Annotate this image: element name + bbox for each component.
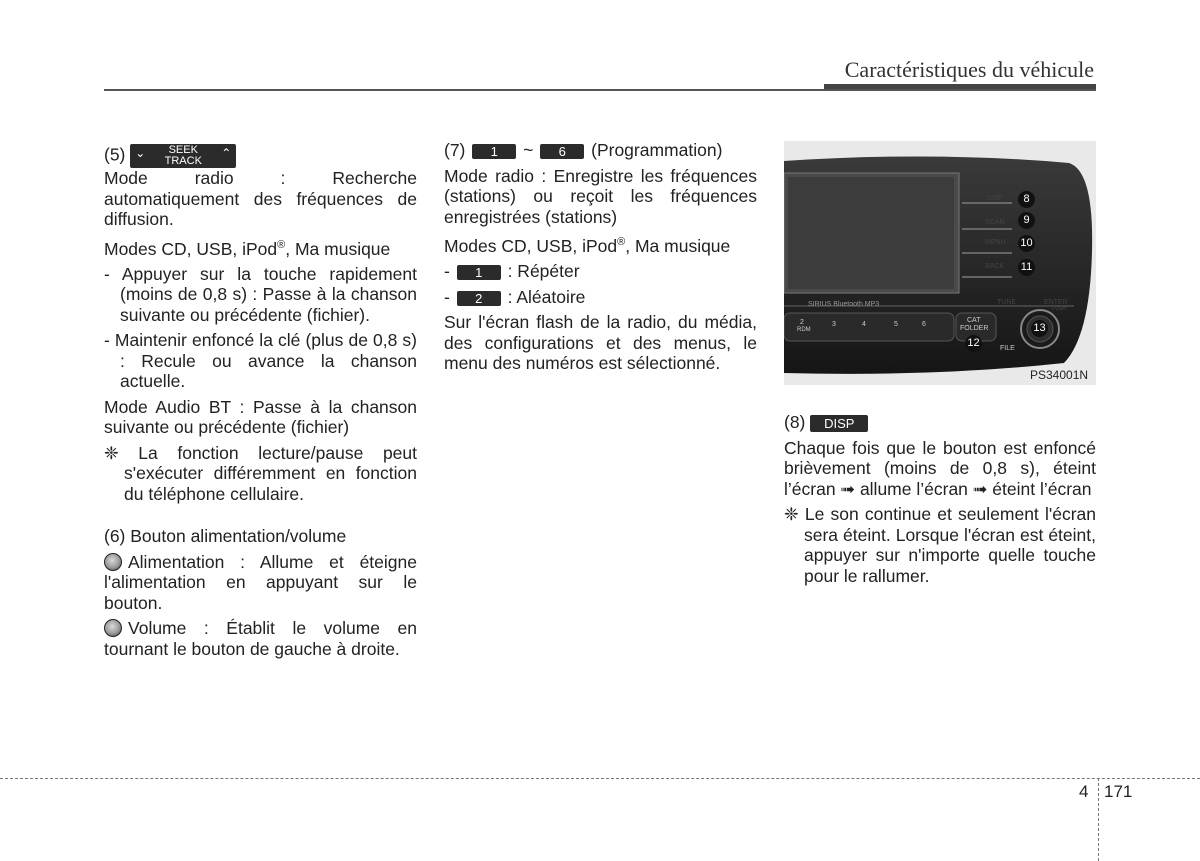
preset-5: 5 bbox=[894, 321, 898, 328]
random-line: - 2 : Aléatoire bbox=[444, 286, 586, 307]
callout-12: 12 bbox=[965, 335, 982, 352]
column-right bbox=[784, 412, 1096, 586]
menu-number-text: Sur l'écran flash de la radio, du média, des configurations et des menus, le menu des numéros est sélectionné. bbox=[444, 312, 757, 374]
radio-mode-text: Mode radio : Recherche automatiquement des fréquences de diffusion. bbox=[104, 168, 417, 229]
callout-13: 13 bbox=[1031, 320, 1048, 337]
track-label: TRACK bbox=[164, 155, 202, 167]
tune-label: TUNE bbox=[997, 299, 1017, 306]
callout-11: 11 bbox=[1018, 259, 1035, 276]
repeat-line: - 1 : Répéter bbox=[444, 261, 580, 282]
chevron-up-icon: ⌃ bbox=[221, 146, 232, 160]
enter-label: ENTER bbox=[1044, 299, 1068, 306]
bullet-long-press: - Maintenir enfoncé la clé (plus de 0,8 s) : Recule ou avance la chanson actuelle. bbox=[104, 330, 417, 392]
media-modes-text: Modes CD, USB, iPod®, Ma musique bbox=[104, 238, 391, 259]
chapter-number: 4 bbox=[1079, 782, 1089, 801]
preset-2: 2 bbox=[800, 319, 804, 326]
preset-radio-text: Mode radio : Enregistre les fréquences (stations) ou reçoit les fréquences enregistrées (stations) bbox=[444, 165, 757, 227]
volume-text: Volume : Établit le volume en tournant le bouton de gauche à droite. bbox=[104, 618, 417, 659]
scan-button: SCAN bbox=[985, 219, 1005, 226]
file-label: FILE bbox=[1000, 345, 1015, 352]
knob-icon bbox=[104, 553, 122, 571]
column-middle bbox=[444, 140, 757, 374]
back-button: BACK bbox=[985, 263, 1005, 270]
radio-unit-figure bbox=[784, 141, 1096, 385]
footer-rule bbox=[0, 778, 1200, 779]
item5-label: (5) bbox=[104, 144, 126, 165]
footer-divider bbox=[1098, 778, 1099, 861]
cat-label: CAT bbox=[967, 317, 981, 324]
preset-key-6: 6 bbox=[540, 144, 584, 159]
chevron-down-icon: ⌄ bbox=[135, 146, 146, 160]
repeat-key: 1 bbox=[457, 265, 501, 280]
radio-illustration bbox=[784, 141, 1096, 385]
brand-row: SIRIUS Bluetooth MP3 bbox=[808, 301, 880, 308]
preset-3: 3 bbox=[832, 321, 836, 328]
preset-key-1: 1 bbox=[472, 144, 516, 159]
disp-key: DISP bbox=[810, 415, 868, 432]
item6-heading: (6) Bouton alimentation/volume bbox=[104, 526, 347, 547]
page-header-title: Caractéristiques du véhicule bbox=[844, 57, 1094, 82]
folder-label: FOLDER bbox=[960, 325, 989, 332]
bt-audio-text: Mode Audio BT : Passe à la chanson suivante ou précédente (fichier) bbox=[104, 396, 417, 438]
note-playback: ❈ La fonction lecture/pause peut s'exécuter différemment en fonction du téléphone cellulaire. bbox=[104, 442, 417, 504]
header-rule bbox=[104, 89, 1096, 91]
preset-rdm: RDM bbox=[797, 327, 811, 333]
callout-10: 10 bbox=[1018, 235, 1035, 252]
menu-button: MENU bbox=[985, 239, 1006, 246]
column-left bbox=[104, 144, 417, 659]
item5-heading bbox=[104, 144, 417, 168]
preset-6: 6 bbox=[922, 321, 926, 328]
item8-heading: (8) DISP bbox=[784, 412, 1096, 433]
note-screen-off: ❈ Le son continue et seulement l'écran sera éteint. Lorsque l'écran est éteint, appuyer sur n'importe quelle touche pour le rallumer. bbox=[784, 504, 1096, 586]
figure-caption: PS34001N bbox=[1030, 368, 1089, 382]
disp-description: Chaque fois que le bouton est enfoncé brièvement (moins de 0,8 s), éteint l’écran ➟ allume l’écran ➟ éteint l’écran bbox=[784, 437, 1096, 499]
page-number: 171 bbox=[1104, 782, 1133, 801]
seek-label: SEEK bbox=[168, 144, 198, 156]
seek-track-key bbox=[130, 144, 236, 168]
callout-8: 8 bbox=[1018, 191, 1035, 208]
media-modes-text: Modes CD, USB, iPod®, Ma musique bbox=[444, 235, 731, 256]
push-label: PUSH bbox=[1052, 306, 1066, 312]
power-text: Alimentation : Allume et éteigne l'alimentation en appuyant sur le bouton. bbox=[104, 551, 417, 613]
disp-button: DISP bbox=[987, 195, 1004, 202]
random-key: 2 bbox=[457, 291, 501, 306]
callout-9: 9 bbox=[1018, 212, 1035, 229]
bullet-short-press: - Appuyer sur la touche rapidement (moins de 0,8 s) : Passe à la chanson suivante ou précédente (fichier). bbox=[104, 263, 417, 325]
preset-4: 4 bbox=[862, 321, 866, 328]
item7-heading: (7) 1 ~ 6 (Programmation) bbox=[444, 140, 723, 160]
knob-icon bbox=[104, 619, 122, 637]
